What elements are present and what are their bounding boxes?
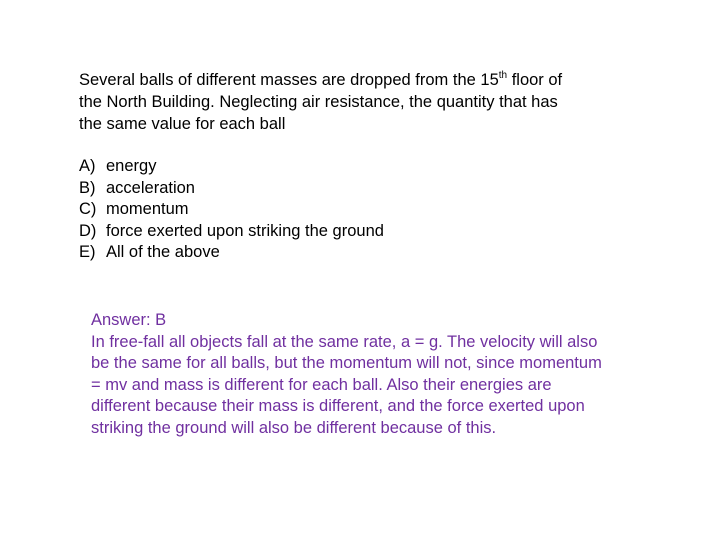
choice-text: All of the above: [106, 243, 220, 261]
choice-c: [79, 199, 639, 221]
choice-text: force exerted upon striking the ground: [106, 221, 384, 240]
choice-text: momentum: [106, 200, 189, 218]
choice-e: [79, 242, 639, 264]
choice-text: acceleration: [106, 178, 195, 197]
answer-label: Answer: B: [91, 311, 167, 329]
explanation-line: be the same for all balls, but the momentum will not, since momentum: [91, 354, 602, 373]
choice-a: [79, 156, 639, 178]
choice-text: energy: [106, 157, 157, 175]
choice-d: [79, 221, 639, 243]
question-line-2: the North Building. Neglecting air resistance, the quantity that has: [79, 93, 558, 111]
explanation-line: different because their mass is different, and the force exerted upon: [91, 397, 585, 416]
choice-letter: B): [79, 178, 96, 197]
question-text: [79, 69, 639, 135]
choice-letter: D): [79, 221, 97, 240]
choice-letter: E): [79, 243, 96, 261]
choice-letter: C): [79, 200, 97, 218]
question-line-1-main: Several balls of different masses are dropped from the 15: [79, 71, 499, 89]
question-line-1-end: floor of: [507, 71, 563, 89]
answer-choices-list: [79, 156, 639, 264]
question-line-3: the same value for each ball: [79, 115, 286, 133]
choice-letter: A): [79, 157, 96, 175]
explanation-line: striking the ground will also be different because of this.: [91, 418, 497, 437]
explanation-line: = mv and mass is different for each ball. Also their energies are: [91, 375, 552, 394]
ordinal-suffix: th: [498, 69, 508, 81]
choice-b: [79, 178, 639, 200]
question-line-1: [79, 69, 639, 91]
explanation-line: In free-fall all objects fall at the same rate, a = g. The velocity will also: [91, 332, 598, 351]
answer-explanation: [91, 310, 661, 440]
